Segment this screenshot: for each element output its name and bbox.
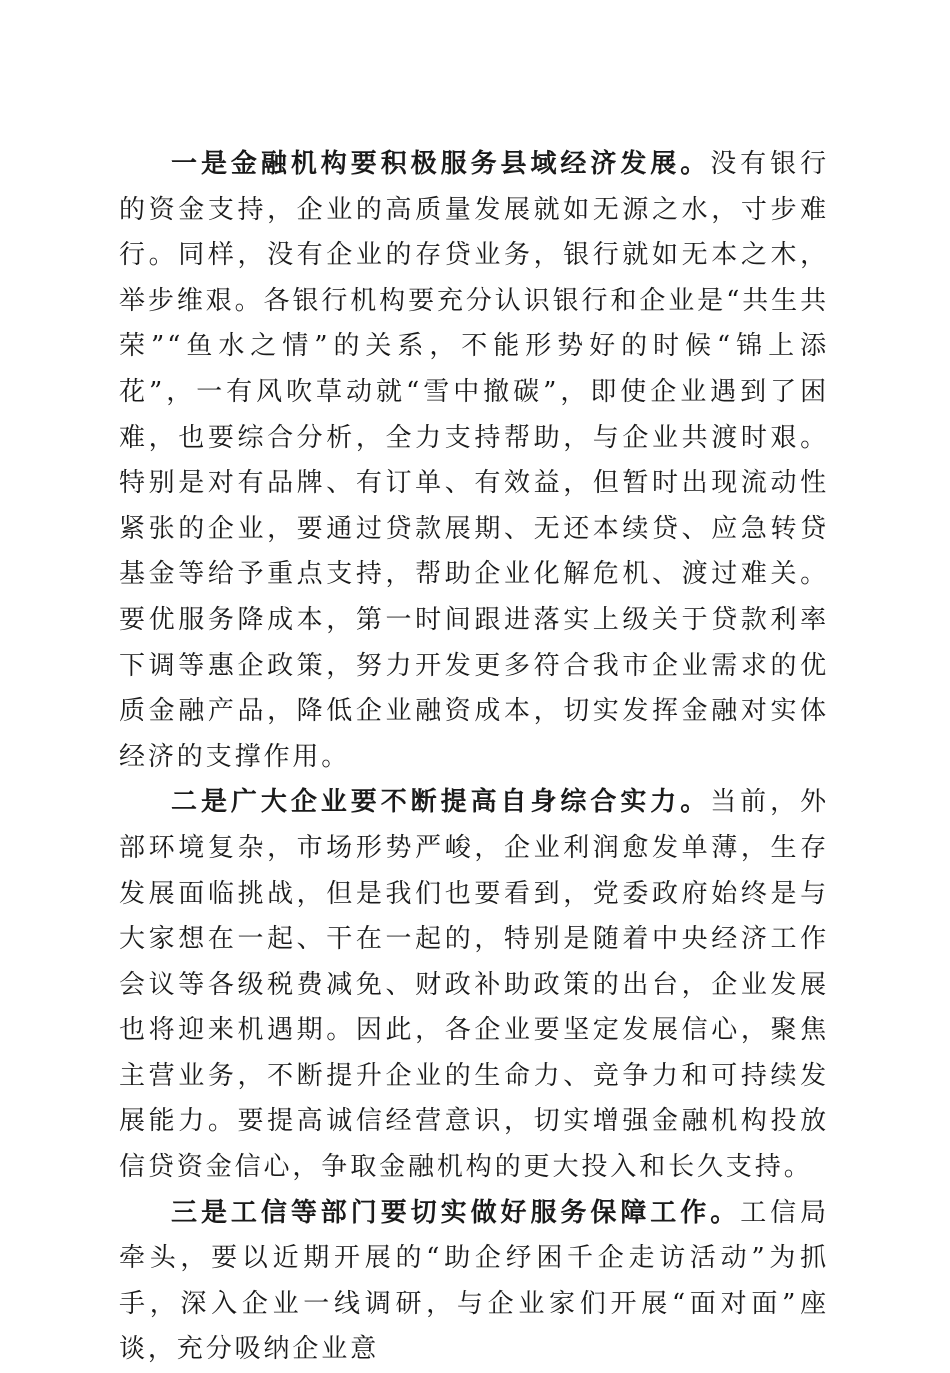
document-body: [119, 142, 829, 1373]
paragraph-1: [119, 142, 829, 780]
paragraph-2-lead: 二是广大企业要不断提高自身综合实力。: [171, 787, 711, 818]
paragraph-1-body: 没有银行的资金支持，企业的高质量发展就如无源之水，寸步难行。同样，没有企业的存贷业务，银行就如无本之木，举步维艰。各银行机构要充分认识银行和企业是“共生共荣”“鱼水之情”的关系，不能形势好的时候“锦上添花”，一有风吹草动就“雪中撤碳”，即使企业遇到了困难，也要综合分析，全力支持帮助，与企业共渡时艰。特别是对有品牌、有订单、有效益，但暂时出现流动性紧张的企业，要通过贷款展期、无还本续贷、应急转贷基金等给予重点支持，帮助企业化解危机、渡过难关。要优服务降成本，第一时间跟进落实上级关于贷款利率下调等惠企政策，努力开发更多符合我市企业需求的优质金融产品，降低企业融资成本，切实发挥金融对实体经济的支撑作用。: [119, 149, 829, 772]
paragraph-3: [119, 1191, 829, 1373]
paragraph-3-lead: 三是工信等部门要切实做好服务保障工作。: [171, 1197, 741, 1228]
paragraph-1-lead: 一是金融机构要积极服务县域经济发展。: [171, 149, 711, 179]
paragraph-2: [119, 780, 829, 1190]
paragraph-2-body: 当前，外部环境复杂，市场形势严峻，企业利润愈发单薄，生存发展面临挑战，但是我们也要看到，党委政府始终是与大家想在一起、干在一起的，特别是随着中央经济工作会议等各级税费减免、财政补助政策的出台，企业发展也将迎来机遇期。因此，各企业要坚定发展信心，聚焦主营业务，不断提升企业的生命力、竞争力和可持续发展能力。要提高诚信经营意识，切实增强金融机构投放信贷资金信心，争取金融机构的更大投入和长久支持。: [119, 787, 829, 1183]
paragraph-3-body: 工信局牵头，要以近期开展的“助企纾困千企走访活动”为抓手，深入企业一线调研，与企业家们开展“面对面”座谈，充分吸纳企业意: [119, 1197, 830, 1365]
